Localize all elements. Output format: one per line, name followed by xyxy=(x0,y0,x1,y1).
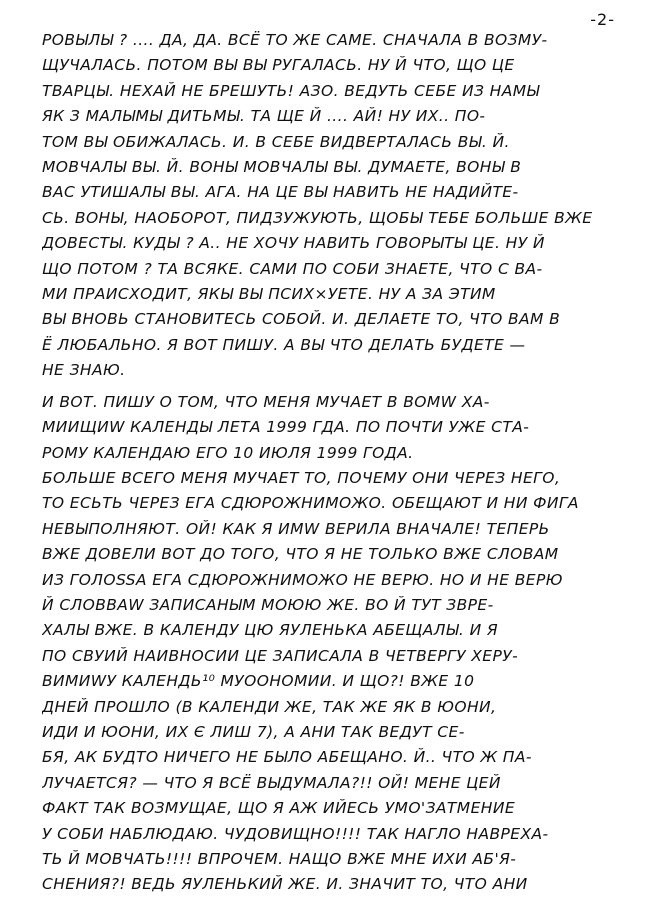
text-line: ЛУЧАЕТСЯ? — ЧТО Я ВСЁ ВЫДУМАЛА?!! ОЙ! МЕНЕ ЦЕЙ xyxy=(42,773,501,792)
text-line: ИЗ ГОЛОSSA ЕГА СДЮРОЖНИМОЖО НЕ ВЕРЮ. НО И НЕ ВЕРЮ xyxy=(42,570,563,589)
text-line: ВИМИWУ КАЛЕНДЬ¹⁰ МУООНОМИИ. И ЩО?! ВЖЕ 10 xyxy=(42,672,475,691)
text-line: ВЖЕ ДОВЕЛИ ВОТ ДО ТОГО, ЧТО Я НЕ ТОЛЬКО ВЖЕ СЛОВАМ xyxy=(42,545,559,564)
text-line: ДОВЕСТЫ. КУДЫ ? А.. НЕ ХОЧУ НАВИТЬ ГОВОРЫТЫ ЦЕ. НУ Й xyxy=(42,234,545,253)
text-line: СНЕНИЯ?! ВЕДЬ ЯУЛЕНЬКИЙ ЖЕ. И. ЗНАЧИТ ТО, ЧТО АНИ xyxy=(42,875,528,894)
text-line: БОЛЬШЕ ВСЕГО МЕНЯ МУЧАЕТ ТО, ПОЧЕМУ ОНИ ЧЕРЕЗ НЕГО, xyxy=(42,468,561,487)
text-line: ЩО ПОТОМ ? ТА ВСЯКЕ. САМИ ПО СОБИ ЗНАЕТЕ, ЧТО С ВА- xyxy=(42,259,543,278)
text-line: ПО СВУИЙ НАИВНОСИИ ЦЕ ЗАПИСАЛА В ЧЕТВЕРГУ ХЕРУ- xyxy=(42,646,519,665)
paragraph-2 xyxy=(42,390,617,466)
paragraph-3 xyxy=(42,466,617,898)
text-line: ТО ЕСЬТЬ ЧЕРЕЗ ЕГА СДЮРОЖНИМОЖО. ОБЕЩАЮТ И НИ ФИГА xyxy=(42,494,579,513)
text-line: Й СЛОВВАW ЗАПИСАНЫМ МОЮЮ ЖЕ. ВО Й ТУТ ЗВРЕ- xyxy=(42,595,494,614)
page-number: -2- xyxy=(590,10,615,29)
text-line: ТВАРЦЫ. НЕХАЙ НЕ БРЕШУТЬ! АЗО. ВЕДУТЬ СЕБЕ ИЗ НАМЫ xyxy=(42,81,540,100)
text-line: Ё ЛЮБАЛЬНО. Я ВОТ ПИШУ. А ВЫ ЧТО ДЕЛАТЬ БУДЕТЕ — xyxy=(42,335,526,354)
text-line: НЕ ЗНАЮ. xyxy=(42,361,126,380)
text-line: ЩУЧАЛАСЬ. ПОТОМ ВЫ ВЫ РУГАЛАСЬ. НУ Й ЧТО, ЩО ЦЕ xyxy=(42,56,515,75)
paragraph-1 xyxy=(42,28,617,384)
text-line: ХАЛЫ ВЖЕ. В КАЛЕНДУ ЦЮ ЯУЛЕНЬКА АБЕЩАЛЫ. И Я xyxy=(42,621,499,640)
text-line: У СОБИ НАБЛЮДАЮ. ЧУДОВИЩНО!!!! ТАК НАГЛО НАВРЕХА- xyxy=(42,824,549,843)
text-line: ТОМ ВЫ ОБИЖАЛАСЬ. И. В СЕБЕ ВИДВЕРТАЛАСЬ ВЫ. Й. xyxy=(42,132,510,151)
text-line: ТЬ Й МОВЧАТЬ!!!! ВПРОЧЕМ. НАЩО ВЖЕ МНЕ ИХИ АБ'Я- xyxy=(42,850,517,868)
text-line: РОМУ КАЛЕНДАЮ ЕГО 10 ИЮЛЯ 1999 ГОДА. xyxy=(42,443,414,462)
text-line: И ВОТ. ПИШУ О ТОМ, ЧТО МЕНЯ МУЧАЕТ В ВОМW ХА- xyxy=(42,392,490,411)
text-line: МИИЩИW КАЛЕНДЫ ЛЕТА 1999 ГДА. ПО ПОЧТИ УЖЕ СТА- xyxy=(42,418,530,437)
text-line: ВАС УТИШАЛЫ ВЫ. АГА. НА ЦЕ ВЫ НАВИТЬ НЕ НАДИЙТЕ- xyxy=(42,183,519,202)
text-line: РОВЫЛЫ ? .... ДА, ДА. ВСЁ ТО ЖЕ САМЕ. СНАЧАЛА В ВОЗМУ- xyxy=(42,31,548,49)
text-line: ЯК З МАЛЫМЫ ДИТЬМЫ. ТА ЩЕ Й .... АЙ! НУ ИХ.. ПО- xyxy=(42,107,486,126)
text-line: ФАКТ ТАК ВОЗМУЩАЕ, ЩО Я АЖ ИЙЕСЬ УМО'ЗАТМЕНИЕ xyxy=(42,799,516,818)
text-line: МОВЧАЛЫ ВЫ. Й. ВОНЫ МОВЧАЛЫ ВЫ. ДУМАЕТЕ, ВОНЫ В xyxy=(42,158,522,177)
text-line: НЕВЫПОЛНЯЮТ. ОЙ! КАК Я ИМW ВЕРИЛА ВНАЧАЛЕ! ТЕПЕРЬ xyxy=(42,519,550,538)
text-line: ВЫ ВНОВЬ СТАНОВИТЕСЬ СОБОЙ. И. ДЕЛАЕТЕ ТО, ЧТО ВАМ В xyxy=(42,310,561,329)
text-line: СЬ. ВОНЫ, НАОБОРОТ, ПИДЗУЖУЮТЬ, ЩОБЫ ТЕБЕ БОЛЬШЕ ВЖЕ xyxy=(42,208,593,227)
text-line: БЯ, АК БУДТО НИЧЕГО НЕ БЫЛО АБЕЩАНО. Й.. ЧТО Ж ПА- xyxy=(42,748,532,767)
text-line: МИ ПРАИСХОДИТ, ЯКЫ ВЫ ПСИХ×УЕТЕ. НУ А ЗА ЭТИМ xyxy=(42,285,496,304)
text-line: ДНЕЙ ПРОШЛО (В КАЛЕНДИ ЖЕ, ТАК ЖЕ ЯК В ЮОНИ, xyxy=(42,697,497,716)
text-line: ИДИ И ЮОНИ, ИХ Є ЛИШ 7), А АНИ ТАК ВЕДУТ СЕ- xyxy=(42,722,465,741)
